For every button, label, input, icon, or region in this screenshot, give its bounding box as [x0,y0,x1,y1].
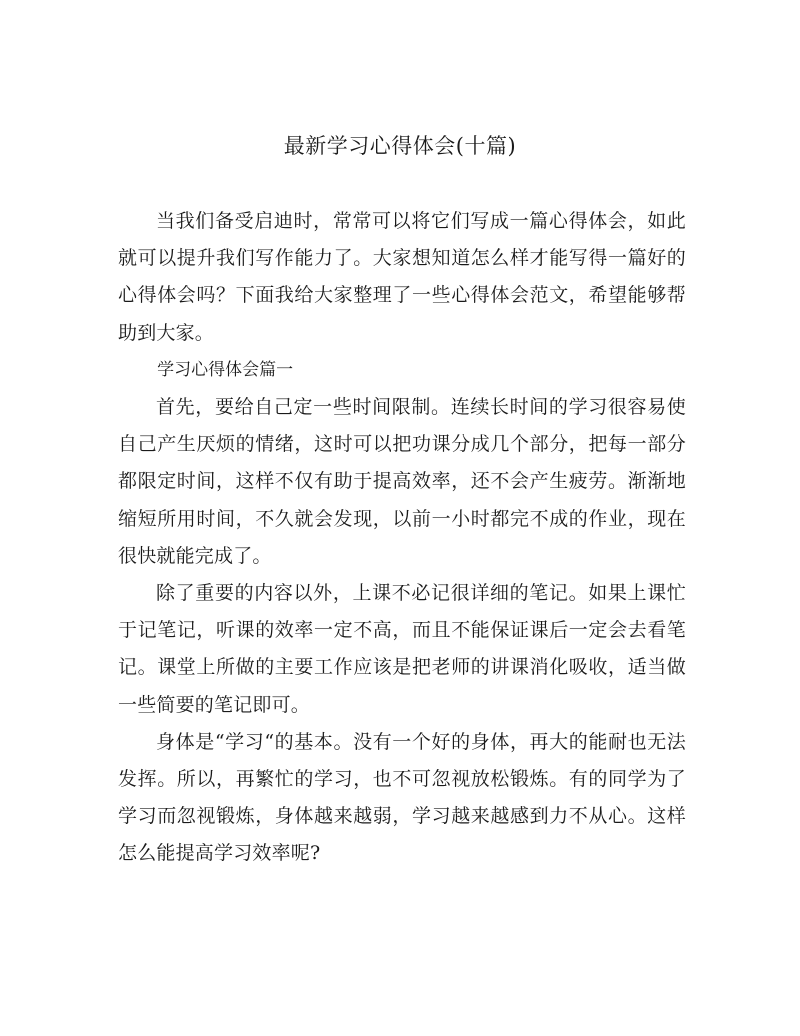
body-paragraph-3: 身体是“学习“的基本。没有一个好的身体，再大的能耐也无法发挥。所以，再繁忙的学习，也不可忽视放松锻炼。有的同学为了学习而忽视锻炼，身体越来越弱，学习越来越感到力不从心。这样怎么能提高学习效率呢? [118,730,686,865]
document-title: 最新学习心得体会(十篇) [283,134,517,158]
document-body [118,203,686,873]
intro-paragraph: 当我们备受启迪时，常常可以将它们写成一篇心得体会，如此就可以提升我们写作能力了。大家想知道怎么样才能写得一篇好的心得体会吗？下面我给大家整理了一些心得体会范文，希望能够帮助到大家。 [118,210,686,344]
body-paragraph-1: 首先，要给自己定一些时间限制。连续长时间的学习很容易使自己产生厌烦的情绪，这时可以把功课分成几个部分，把每一部分都限定时间，这样不仅有助于提高效率，还不会产生疲劳。渐渐地缩短所用时间，不久就会发现，以前一小时都完不成的作业，现在很快就能完成了。 [118,396,686,567]
section-heading: 学习心得体会篇一 [157,359,294,380]
body-paragraph-2: 除了重要的内容以外，上课不必记很详细的笔记。如果上课忙于记笔记，听课的效率一定不高，而且不能保证课后一定会去看笔记。课堂上所做的主要工作应该是把老师的讲课消化吸收，适当做一些简要的笔记即可。 [118,582,686,716]
